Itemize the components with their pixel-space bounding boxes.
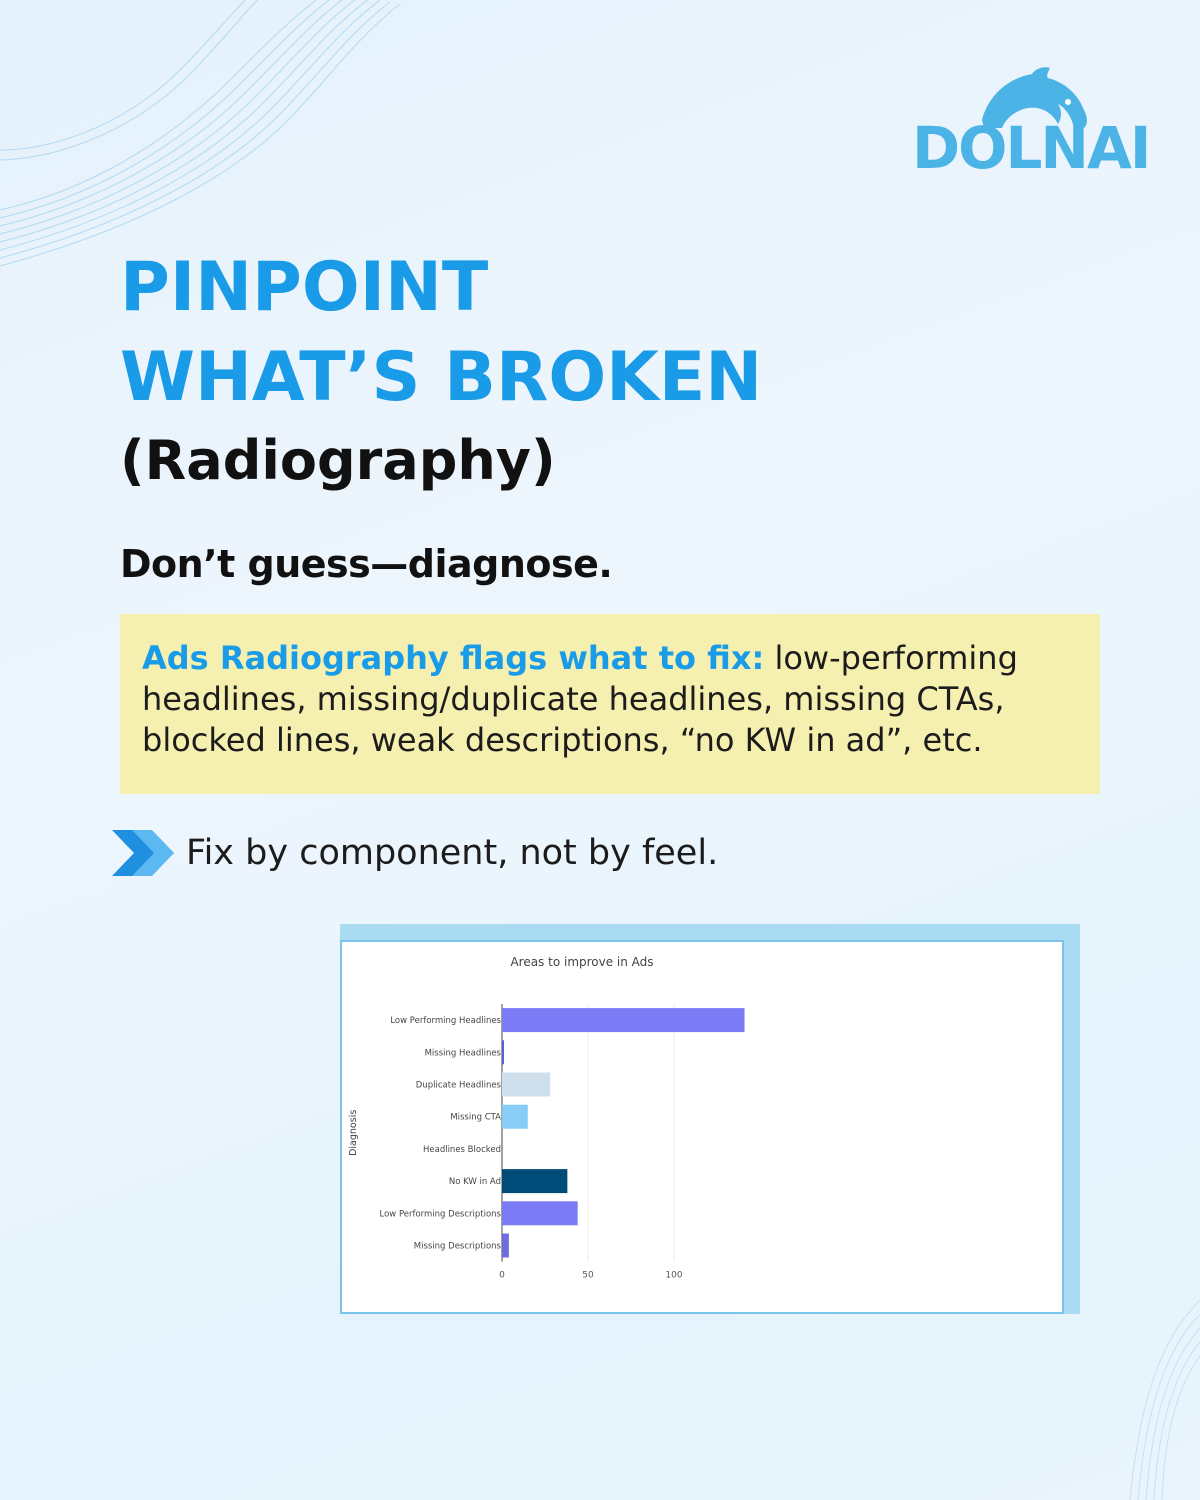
chart-panel xyxy=(340,940,1064,1314)
key-point-text: Fix by component, not by feel. xyxy=(186,833,719,873)
bar xyxy=(502,1201,578,1225)
category-label: Missing Headlines xyxy=(424,1048,501,1059)
callout-lead: Ads Radiography flags what to fix: xyxy=(142,639,765,677)
x-tick-label: 100 xyxy=(665,1270,683,1281)
bar xyxy=(502,1234,509,1258)
bar xyxy=(502,1073,550,1097)
brand-logo xyxy=(912,62,1150,182)
category-label: Duplicate Headlines xyxy=(415,1080,501,1091)
brand-logo-text: DOLNAI xyxy=(912,114,1150,182)
category-label: Missing Descriptions xyxy=(413,1241,501,1252)
bar xyxy=(502,1008,745,1032)
decorative-wave-lines-bottom-right xyxy=(1060,1280,1200,1500)
page-title-line-1: PINPOINT xyxy=(120,248,489,327)
bar xyxy=(502,1040,504,1064)
bar xyxy=(502,1169,567,1193)
category-label: No KW in Ad xyxy=(448,1177,501,1188)
x-tick-label: 0 xyxy=(499,1270,505,1281)
category-label: Headlines Blocked xyxy=(422,1144,501,1155)
page-subtitle: (Radiography) xyxy=(120,429,556,492)
y-axis-title: Diagnosis xyxy=(348,1109,359,1156)
callout-body: low-performing headlines, missing/duplicate headlines, missing CTAs, blocked lines, weak descriptions, “no KW in ad”, etc. xyxy=(142,639,1018,759)
page-title-line-2: WHAT’S BROKEN xyxy=(120,338,763,417)
double-chevron-right-icon xyxy=(112,830,178,876)
category-label: Missing CTA xyxy=(450,1112,501,1123)
category-label: Low Performing Descriptions xyxy=(379,1209,501,1220)
category-label: Low Performing Headlines xyxy=(390,1016,501,1027)
x-tick-label: 50 xyxy=(582,1270,594,1281)
chart-card xyxy=(340,924,1080,1314)
chart-title: Areas to improve in Ads xyxy=(510,955,654,969)
tagline: Don’t guess—diagnose. xyxy=(120,542,613,586)
callout-box xyxy=(120,614,1100,794)
bar xyxy=(502,1105,528,1129)
bar-chart xyxy=(342,942,1062,1312)
